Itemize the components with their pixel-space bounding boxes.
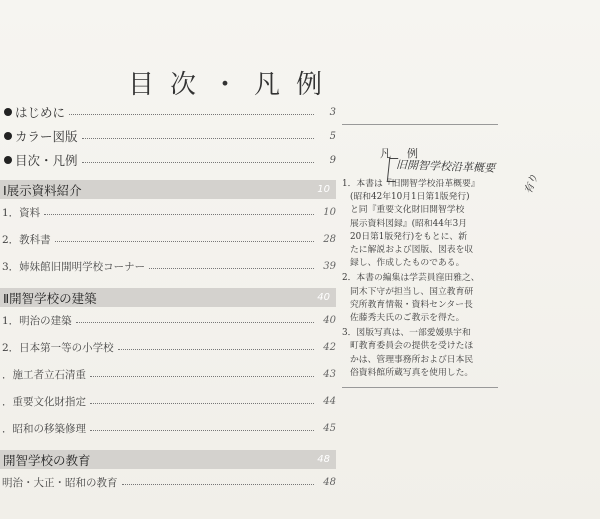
note-line: かは、管理事務所および日本民 <box>350 354 474 365</box>
toc-page-number: 45 <box>323 423 336 434</box>
bullet-icon <box>4 132 12 140</box>
dot-leader <box>76 322 314 323</box>
toc-item-label: はじめに <box>15 105 66 120</box>
dot-leader <box>44 214 314 215</box>
toc-item-label: 明治・大正・昭和の教育 <box>2 477 118 489</box>
dot-leader <box>149 268 314 269</box>
section-page-number: 48 <box>317 454 330 465</box>
page-title: 目次・凡例 <box>128 70 339 100</box>
toc-item <box>0 226 336 253</box>
note-line: 同木下守が担当し、国立教育研 <box>350 286 474 297</box>
toc-page-number: 9 <box>329 154 336 166</box>
note-line: 佐藤秀夫氏のご教示を得た。 <box>350 313 465 324</box>
note-line: 1．本書は『旧開智学校沿革概要』 <box>342 179 480 189</box>
toc-item-label: ．昭和の移築修理 <box>2 423 86 435</box>
handwritten-note: 旧開智学校沿革概要 <box>395 158 496 175</box>
note-line: 俗資料館所蔵写真を使用した。 <box>350 367 474 378</box>
toc-item-label: 2．教科書 <box>2 234 51 246</box>
toc-item <box>0 334 336 361</box>
dot-leader <box>118 349 314 350</box>
hanrei-notes <box>342 178 507 382</box>
note-line: 録し、作成したものである。 <box>350 258 465 269</box>
toc-intro-item <box>0 100 336 124</box>
dot-leader <box>90 403 314 404</box>
dot-leader <box>82 162 314 163</box>
dot-leader <box>69 114 314 115</box>
note-line: (昭和42年10月1日第1版発行) <box>350 192 470 203</box>
divider-rule <box>342 124 498 125</box>
toc-page-number: 5 <box>329 130 336 142</box>
toc-item-label: 1．資料 <box>2 207 41 219</box>
toc-item <box>0 199 336 226</box>
divider-rule <box>342 387 498 388</box>
toc-item-label: 2．日本第一等の小学校 <box>2 342 114 354</box>
bullet-icon <box>4 156 12 164</box>
note-line: 2．本書の編集は学芸員窪田雅之、 <box>342 273 480 284</box>
hanrei-note <box>342 327 507 380</box>
toc-intro-item <box>0 124 336 148</box>
toc-section-header <box>0 180 336 199</box>
toc-item-label: 3．姉妹館旧開明学校コーナー <box>2 261 146 273</box>
section-page-number: 10 <box>317 184 330 195</box>
handwritten-note-tail: 有り <box>523 172 541 196</box>
note-line: 3．図版写真は、一部愛媛県宇和 <box>342 328 471 339</box>
note-line: 20日第1版発行)をもとに、新 <box>350 231 467 242</box>
toc-page-number: 43 <box>323 369 336 380</box>
toc-item <box>0 307 336 334</box>
hanrei-note <box>342 178 507 270</box>
section-title: 開智学校の教育 <box>3 452 91 468</box>
section-page-number: 40 <box>317 292 330 303</box>
note-line: 町教育委員会の提供を受けたほ <box>350 341 474 352</box>
note-line: と同『重要文化財旧開智学校 <box>350 205 465 216</box>
toc-intro-item <box>0 148 336 172</box>
dot-leader <box>82 138 314 139</box>
toc-page-number: 3 <box>329 106 336 118</box>
toc-item-label: 1．明治の建築 <box>2 315 72 327</box>
toc-item <box>0 361 336 388</box>
toc-page-number: 42 <box>323 342 336 353</box>
toc-intro-list <box>0 100 336 172</box>
toc-page-number: 48 <box>323 477 336 488</box>
dot-leader <box>122 484 315 485</box>
toc-item <box>0 469 336 496</box>
note-line: 展示資料図録』(昭和44年3月 <box>350 218 467 229</box>
section-title: Ⅱ開智学校の建築 <box>3 290 97 306</box>
toc-item <box>0 388 336 415</box>
toc-page-number: 40 <box>323 315 336 326</box>
toc-page-number: 39 <box>323 261 336 272</box>
toc-page-number: 10 <box>323 207 336 218</box>
toc-section-header <box>0 450 336 469</box>
toc-item-label: カラー図版 <box>15 129 78 144</box>
toc-item-label: ．重要文化財指定 <box>2 396 86 408</box>
toc-item <box>0 415 336 442</box>
toc-item-label: ．施工者立石清重 <box>2 369 86 381</box>
hanrei-note <box>342 272 507 325</box>
dot-leader <box>90 430 314 431</box>
bullet-icon <box>4 108 12 116</box>
note-line: 究所教育情報・資料センター長 <box>350 299 473 310</box>
hanrei-heading: 凡例 <box>380 147 434 160</box>
toc-page-number: 44 <box>323 396 336 407</box>
dot-leader <box>90 376 314 377</box>
toc-section-header <box>0 288 336 307</box>
toc-page-number: 28 <box>323 234 336 245</box>
table-of-contents <box>0 100 336 496</box>
note-line: たに解説および図版、図表を収 <box>350 245 474 256</box>
section-title: Ⅰ展示資料紹介 <box>3 182 82 198</box>
dot-leader <box>55 241 314 242</box>
toc-item <box>0 253 336 280</box>
toc-item-label: 目次・凡例 <box>15 153 78 168</box>
